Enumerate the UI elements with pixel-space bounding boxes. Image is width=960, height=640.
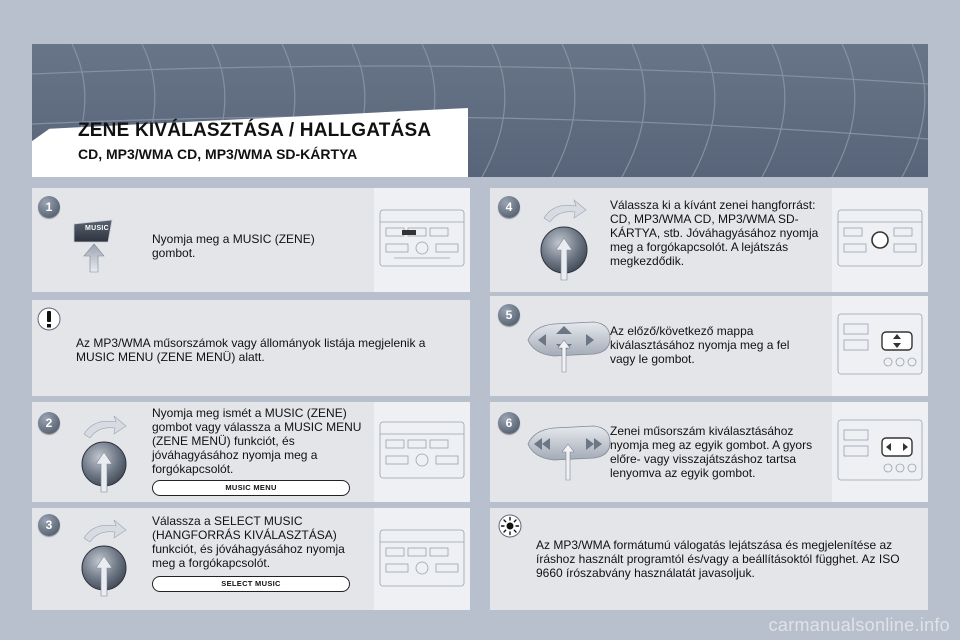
radio-unit-image <box>832 296 928 396</box>
step-5-text: Az előző/következő mappa kiválasztásához nyomja meg a fel vagy le gombot. <box>610 324 790 366</box>
radio-unit-image <box>832 188 928 292</box>
music-menu-label: MUSIC MENU <box>152 480 350 496</box>
step-6-text: Zenei műsorszám kiválasztásához nyomja meg az egyik gombot. A gyors előre- vagy visszajátszáshoz tartsa lenyomva az egyik gombot. <box>610 424 813 480</box>
rotary-knob-icon <box>76 416 136 501</box>
step-2-text: Nyomja meg ismét a MUSIC (ZENE) gombot vagy válassza a MUSIC MENU (ZENE MENÜ) funkciót, és jóváhagyásához nyomja meg a forgókapcsolót. <box>152 406 362 476</box>
seek-buttons-icon <box>524 420 614 487</box>
up-down-buttons-icon <box>524 318 614 379</box>
page-title: ZENE KIVÁLASZTÁSA / HALLGATÁSA <box>78 120 432 141</box>
radio-unit-image <box>832 402 928 502</box>
step-4-badge: 4 <box>498 196 520 218</box>
step-3-text: Válassza a SELECT MUSIC (HANGFORRÁS KIVÁLASZTÁSA) funkciót, és jóváhagyásához nyomja meg a forgókapcsolót. <box>152 514 345 570</box>
step-6-badge: 6 <box>498 412 520 434</box>
page-subtitle: CD, MP3/WMA CD, MP3/WMA SD-KÁRTYA <box>78 146 358 162</box>
music-button-label: MUSIC <box>84 225 110 232</box>
tip-text: Az MP3/WMA formátumú válogatás lejátszása és megjelenítése az íráshoz használt programtól és/vagy a beállításoktól függhet. Az ISO 9660 írószabvány használatát javasoljuk. <box>536 538 900 580</box>
lightbulb-icon <box>498 514 522 543</box>
step-4-text: Válassza ki a kívánt zenei hangforrást: CD, MP3/WMA CD, MP3/WMA SD-KÁRTYA, stb. Jóváhagyásához nyomja meg a forgókapcsolót. A lejátszás megkezdődik. <box>610 198 819 268</box>
warning-icon <box>36 306 62 337</box>
rotary-knob-icon <box>76 520 136 605</box>
step-1-badge: 1 <box>38 196 60 218</box>
step-5-badge: 5 <box>498 304 520 326</box>
step-1-text: Nyomja meg a MUSIC (ZENE) gombot. <box>152 232 315 260</box>
select-music-label: SELECT MUSIC <box>152 576 350 592</box>
radio-unit-image <box>374 188 470 292</box>
warning-text: Az MP3/WMA műsorszámok vagy állományok listája megjelenik a MUSIC MENU (ZENE MENÜ) alatt. <box>76 336 426 364</box>
radio-unit-image <box>374 508 470 610</box>
step-2-badge: 2 <box>38 412 60 434</box>
radio-unit-image <box>374 402 470 502</box>
watermark: carmanualsonline.info <box>768 615 950 635</box>
rotary-knob-icon <box>536 198 596 287</box>
step-3-badge: 3 <box>38 514 60 536</box>
